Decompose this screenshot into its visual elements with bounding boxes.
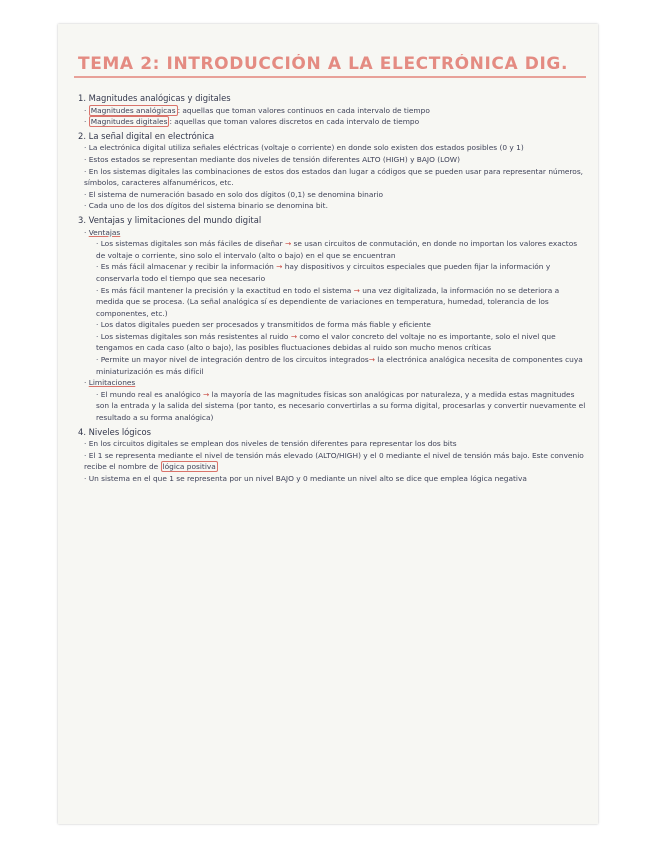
ventaja-3-detail: una vez digitalizada, la información no se deteriora a medida que se procesa. (La señal analógica sí es dependiente de variaciones en temperatura, humedad, tolerancia de los componentes, etc.) [96,285,560,318]
s2-bullet-3: · En los sistemas digitales las combinaciones de estos dos estados dan lugar a códigos que se pueden usar para representar números, símbolos, caracteres alfanuméricos, etc. [84,166,584,188]
ventaja-1-text: · Los sistemas digitales son más fáciles de diseñar [96,239,285,249]
limitaciones-label-line: · Limitaciones [84,378,136,388]
notes-content [78,90,586,485]
ventaja-2 [78,261,586,284]
ventajas-label: Ventajas [88,227,121,237]
ventaja-3 [78,285,586,320]
def-digital: : aquellas que toman valores discretos en cada intervalo de tiempo [169,117,420,127]
section-3-heading: 3. Ventajas y limitaciones del mundo digital [78,214,262,225]
s4-bullet-2 [78,450,586,473]
s2-bullet-5: · Cada uno de los dos dígitos del sistema binario se denomina bit. [84,201,328,211]
s2-bullet-2: · Estos estados se representan mediante dos niveles de tensión diferentes ALTO (HIGH) y BAJO (LOW) [84,154,461,164]
s1-bullet-digital [78,116,586,128]
arrow-icon: → [353,285,360,295]
ventaja-1 [78,238,586,261]
ventaja-2-detail: hay dispositivos y circuitos especiales que pueden fijar la información y conservarla todo el tiempo que sea necesario [96,262,551,283]
title-underline [74,76,586,78]
ventajas-label-line: · Ventajas [84,227,121,237]
ventaja-2-text: · Es más fácil almacenar y recibir la información [96,262,277,272]
s4-bullet-3: · Un sistema en el que 1 se representa por un nivel BAJO y 0 mediante un nivel alto se dice que emplea lógica negativa [84,474,527,483]
s4-bullet-2-text: · El 1 se representa mediante el nivel de tensión más elevado (ALTO/HIGH) y el 0 mediante el nivel de tensión más bajo. Este convenio recibe el nombre de [84,450,584,472]
page-title: TEMA 2: INTRODUCCIÓN A LA ELECTRÓNICA DIG. [78,54,569,74]
term-digital: Magnitudes digitales [90,117,168,127]
ventaja-4: · Los datos digitales pueden ser procesados y transmitidos de forma más fiable y eficiente [96,320,431,330]
limitaciones-label: Limitaciones [88,378,136,388]
term-logica-positiva: lógica positiva [162,462,216,472]
bullet-mark: · [84,105,89,115]
limitacion-1 [78,389,586,424]
arrow-icon: → [276,262,283,272]
section-2-heading: 2. La señal digital en electrónica [78,130,215,141]
arrow-icon: → [290,331,298,341]
s2-bullet-1: · La electrónica digital utiliza señales eléctricas (voltaje o corriente) en donde solo existen dos estados posibles (0 y 1) [84,143,524,153]
bullet-mark: · [84,117,89,127]
def-analog: : aquellas que toman valores continuos en cada intervalo de tiempo [177,105,430,115]
ventaja-6 [78,354,586,377]
ventaja-6-text: · Permite un mayor nivel de integración dentro de los circuitos integrados [96,355,369,365]
ventaja-5 [78,331,586,354]
arrow-icon: → [203,389,210,399]
ventaja-3-text: · Es más fácil mantener la precisión y la exactitud en todo el sistema [96,285,354,295]
s2-bullet-4: · El sistema de numeración basado en solo dos dígitos (0,1) se denomina binario [84,189,383,199]
ventaja-6-detail: la electrónica analógica necesita de componentes cuya miniaturización es más difícil [96,355,583,376]
section-4-heading: 4. Niveles lógicos [78,426,152,437]
arrow-icon: → [368,355,375,365]
section-1-heading: 1. Magnitudes analógicas y digitales [78,93,231,103]
limitacion-1-detail: la mayoría de las magnitudes físicas son analógicas por naturaleza, y a medida estas magnitudes son la entrada y la salida del sistema (por tanto, es necesario convertirlas a su forma digital, procesarlas y convertir nuevamente el resultado a su forma analógica) [96,389,586,423]
limitacion-1-text: · El mundo real es analógico [96,389,203,399]
term-analog: Magnitudes analógicas [90,105,176,115]
ventaja-5-detail: como el valor concreto del voltaje no es importante, solo el nivel que tengamos en cada caso (alto o bajo), las posibles fluctuaciones debidas al ruido son mucho menos críticas [96,331,556,353]
notebook-page [58,24,598,824]
s1-bullet-analog [78,105,586,117]
arrow-icon: → [284,239,292,249]
ventaja-1-detail: se usan circuitos de conmutación, en donde no importan los valores exactos de voltaje o corriente, sino solo el intervalo (alto o bajo) en el que se encuentran [96,239,578,260]
ventaja-5-text: · Los sistemas digitales son más resistentes al ruido [96,331,291,341]
s4-bullet-1: · En los circuitos digitales se emplean dos niveles de tensión diferentes para representar los dos bits [84,439,457,449]
